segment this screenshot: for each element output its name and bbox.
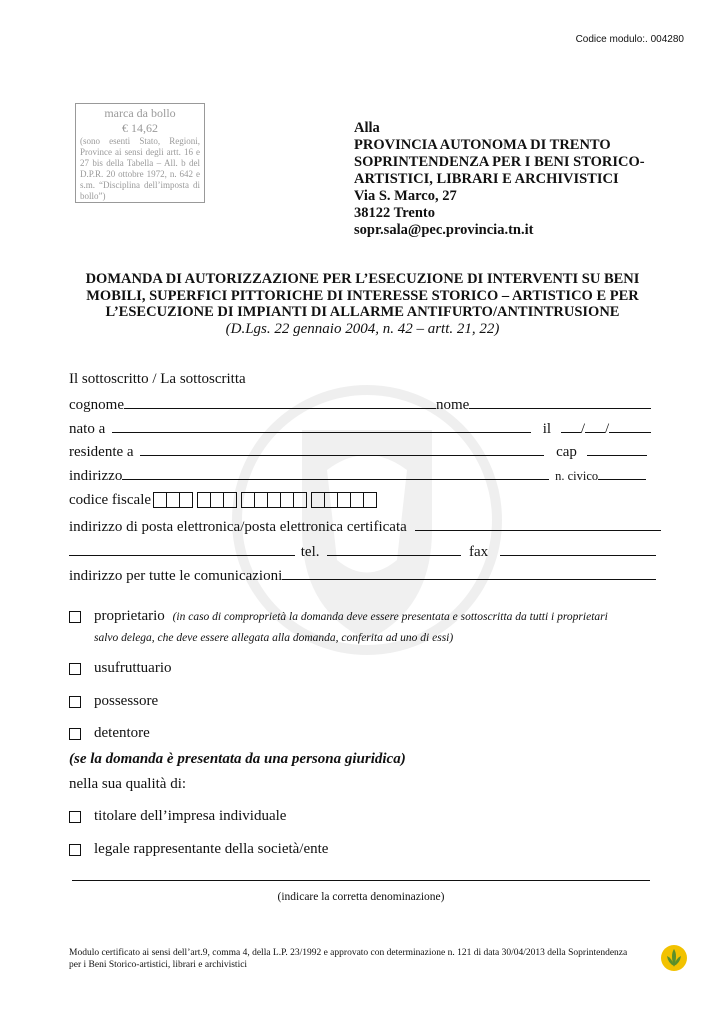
email-row — [69, 518, 661, 536]
cap-field[interactable] — [587, 443, 647, 456]
communications-row — [69, 567, 656, 585]
footer-line: per i Beni Storico-artistici, librari e archivistici — [69, 960, 248, 970]
legale-checkbox[interactable] — [69, 844, 81, 856]
proprietario-label: proprietario — [94, 608, 165, 624]
document-title — [70, 271, 655, 337]
form-code: Codice modulo:. 004280 — [575, 34, 684, 45]
title-line: MOBILI, SUPERFICI PITTORICHE DI INTERESSE STORICO – ARTISTICO E PER — [86, 287, 639, 304]
proprietario-note-continued: salvo delega, che deve essere allegata alla domanda, conferita ad uno di essi) — [94, 632, 454, 644]
tel-field[interactable] — [327, 543, 461, 556]
codice-fiscale-boxes[interactable] — [153, 492, 381, 509]
nome-field[interactable] — [469, 396, 651, 409]
indirizzo-label: indirizzo — [69, 468, 123, 484]
stamp-amount: € 14,62 — [122, 121, 158, 135]
nome-label: nome — [435, 397, 470, 413]
residente-field[interactable] — [140, 443, 544, 456]
cognome-label: cognome — [69, 397, 124, 413]
birth-year-field[interactable] — [609, 420, 651, 433]
legal-person-note: (se la domanda è presentata da una persona giuridica) — [69, 751, 406, 767]
possessore-label: possessore — [94, 693, 159, 709]
intro-label: Il sottoscritto / La sottoscritta — [69, 371, 246, 387]
il-label: il — [542, 421, 552, 437]
address-row — [69, 467, 646, 485]
cognome-field[interactable] — [124, 396, 436, 409]
footer-note — [69, 947, 659, 971]
proprietario-note: (in caso di comproprietà la domanda deve essere presentata e sottoscritta da tutti i proprietari — [172, 611, 608, 623]
titolare-checkbox[interactable] — [69, 811, 81, 823]
possessore-checkbox[interactable] — [69, 696, 81, 708]
recipient-line: Via S. Marco, 27 — [354, 188, 457, 204]
title-line: L’ESECUZIONE DI IMPIANTI DI ALLARME ANTIFURTO/ANTINTRUSIONE — [105, 304, 620, 320]
civico-label: n. civico — [555, 469, 599, 483]
residence-row — [69, 443, 647, 461]
recipient-email: sopr.sala@pec.provincia.tn.it — [354, 222, 534, 238]
stamp-label: marca da bollo — [104, 106, 176, 120]
tel-label: tel. — [300, 544, 320, 560]
codice-fiscale-label: codice fiscale — [69, 492, 152, 508]
legale-label: legale rappresentante della società/ente — [94, 841, 329, 857]
name-row — [69, 396, 651, 414]
revenue-stamp-box — [75, 103, 205, 203]
recipient-line: ARTISTICI, LIBRARI E ARCHIVISTICI — [354, 171, 619, 187]
title-subtitle: (D.Lgs. 22 gennaio 2004, n. 42 – artt. 21, 22) — [225, 320, 500, 337]
recipient-line: Alla — [354, 120, 380, 136]
stamp-note: (sono esenti Stato, Regioni, Province ai sensi degli artt. 16 e 27 bis della Tabella – All. b del D.P.R. 20 ottobre 1972, n. 642 e s.m. “Disciplina dell’imposta di bollo”) — [80, 136, 200, 201]
fax-label: fax — [469, 544, 489, 560]
cap-label: cap — [556, 444, 577, 460]
birth-month-field[interactable] — [585, 420, 605, 433]
fax-field[interactable] — [500, 543, 656, 556]
nato-label: nato a — [69, 421, 106, 437]
phone-row — [69, 543, 656, 561]
footer-line: Modulo certificato ai sensi dell’art.9, comma 4, della L.P. 23/1992 e approvato con determinazione n. 121 di data 30/04/2013 della Soprintendenza — [69, 948, 628, 958]
usufruttuario-checkbox[interactable] — [69, 663, 81, 675]
recipient-line: PROVINCIA AUTONOMA DI TRENTO — [354, 137, 611, 153]
nato-field[interactable] — [112, 420, 531, 433]
comunicazioni-field[interactable] — [282, 567, 656, 580]
detentore-checkbox[interactable] — [69, 728, 81, 740]
civico-field[interactable] — [598, 467, 646, 480]
recipient-line: SOPRINTENDENZA PER I BENI STORICO- — [354, 154, 645, 170]
denominazione-field[interactable] — [72, 880, 650, 881]
comunicazioni-label: indirizzo per tutte le comunicazioni — [69, 568, 283, 584]
titolare-label: titolare dell’impresa individuale — [94, 808, 287, 824]
certification-logo-icon — [660, 944, 688, 972]
proprietario-checkbox[interactable] — [69, 611, 81, 623]
residente-label: residente a — [69, 444, 134, 460]
detentore-label: detentore — [94, 725, 150, 741]
recipient-address — [354, 120, 645, 239]
fiscal-code-row — [69, 492, 381, 509]
proprietario-option — [94, 608, 608, 625]
title-line: DOMANDA DI AUTORIZZAZIONE PER L’ESECUZIONE DI INTERVENTI SU BENI — [85, 271, 640, 287]
usufruttuario-label: usufruttuario — [94, 660, 172, 676]
email-field-continued[interactable] — [69, 543, 295, 556]
email-label: indirizzo di posta elettronica/posta elettronica certificata — [69, 519, 407, 535]
birth-row: nato a il / / — [69, 420, 651, 438]
recipient-line: 38122 Trento — [354, 205, 435, 221]
birth-day-field[interactable] — [561, 420, 581, 433]
denominazione-note: (indicare la corretta denominazione) — [277, 891, 445, 903]
email-field[interactable] — [415, 518, 661, 531]
indirizzo-field[interactable] — [122, 467, 549, 480]
capacity-label: nella sua qualità di: — [69, 776, 187, 792]
